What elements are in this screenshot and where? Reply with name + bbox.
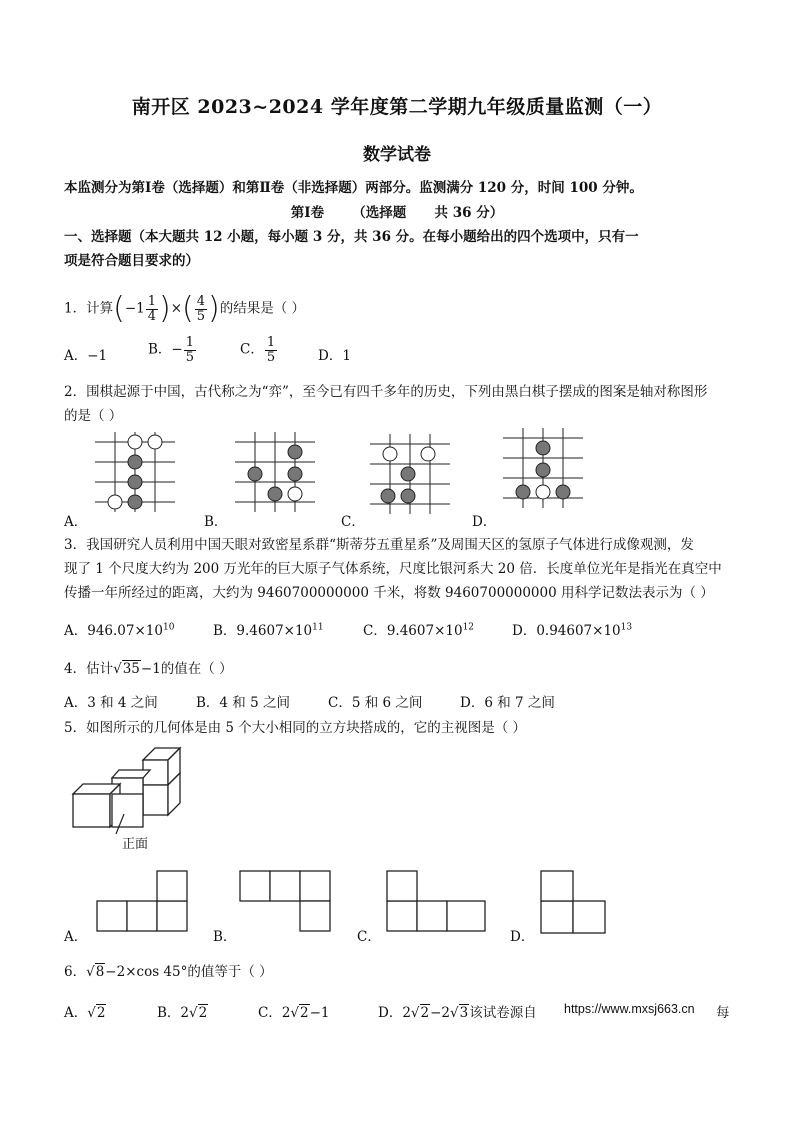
black-stone [128,475,142,489]
q1-frac1-den: 4 [147,308,156,324]
q6-option-b-pre: B．2 [157,1005,190,1021]
q3-option-a [64,619,174,639]
q4-option-b: B．4 和 5 之间 [196,695,290,711]
q2-line1: 2．围棋起源于中国，古代称之为“弈”，至今已有四千多年的历史，下列由黑白棋子摆成的图案是轴对称图形 [64,384,708,400]
q1-paren2-close: ) [208,291,220,326]
black-stone [288,445,302,459]
q1-paren2-open: ( [182,291,194,326]
q1-option-a: A．−1 [64,348,108,364]
black-stone [401,467,415,481]
q1-paren-close: ) [159,291,171,326]
q4-option-d: D．6 和 7 之间 [460,695,555,711]
q5-solid-figure [70,748,270,858]
sqrt-sign: √ [113,661,122,677]
black-stone [556,485,570,499]
q1-prefix: 1．计算 [64,300,114,317]
q5-figure-a [97,871,187,931]
q4-suffix: −1的值在（ ） [140,661,233,677]
q6-option-a-pre: A． [64,1005,88,1021]
exam-subtitle: 数学试卷 [363,145,431,165]
q2-label-d: D． [472,514,497,530]
q4-radicand: 35 [122,661,140,677]
part1-heading: 第Ⅰ卷 （选择题 共 36 分） [290,205,504,221]
q6-option-d-rad: 2 [420,1005,430,1021]
q3-option-b-exp: 11 [312,622,324,633]
q6-radicand: 8 [95,964,105,980]
white-stone [128,435,142,449]
q3-option-b-base: B．9.4607×10 [213,623,313,639]
source-link[interactable]: https://www.mxsj663.cn [564,1002,695,1016]
q1-frac1-num: 1 [147,293,156,309]
white-stone [421,447,435,461]
black-stone [268,487,282,501]
white-stone [108,495,122,509]
white-stone [148,435,162,449]
question-6 [64,960,273,980]
q1-option-c [240,336,278,364]
q6-prefix: 6． [64,964,87,980]
go-board-a [95,432,175,512]
sqrt-sign: √ [410,1005,420,1021]
q6-option-a-rad: 2 [96,1005,106,1021]
trailing-char: 每 [716,1005,730,1021]
q1-whole: −1 [124,300,145,317]
black-stone [401,489,415,503]
q3-line2: 现了 1 个尺度大约为 200 万光年的巨大原子气体系统，尺度比银河系大 20 倍．长度单位光年是指光在真空中 [64,561,722,577]
black-stone [536,463,550,477]
q2-label-a: A． [64,514,88,530]
q3-option-b [213,619,324,639]
q6-option-c-suf: −1 [309,1005,330,1021]
q6-option-d-pre: D．2 [378,1005,411,1021]
q3-option-a-base: A．946.07×10 [64,623,163,639]
q5-label-c: C． [357,929,381,945]
q5-text: 5．如图所示的几何体是由 5 个大小相同的立方块搭成的，它的主视图是（ ） [64,720,527,736]
q1-option-c-num: 1 [266,335,276,350]
q2-line2: 的是（ ） [64,408,123,424]
sqrt-sign: √ [290,1005,300,1021]
q5-label-d: D． [510,929,535,945]
q3-option-d-exp: 13 [620,622,633,633]
black-stone [128,455,142,469]
black-stone [381,489,395,503]
q6-option-d-rad2: 3 [459,1005,469,1021]
q6-option-b-rad: 2 [198,1005,208,1021]
q1-frac1 [146,295,158,323]
question-4 [64,657,233,677]
q6-option-a [64,1001,106,1021]
sqrt-sign: √ [87,1005,96,1021]
q5-front-label: 正面 [122,837,149,852]
black-stone [516,485,530,499]
q1-option-b-den: 5 [185,349,195,365]
q3-option-d [512,619,632,639]
q1-option-b-num: 1 [185,335,195,350]
sqrt-sign: √ [189,1005,198,1021]
q6-option-c-pre: C．2 [258,1005,291,1021]
q1-frac2 [195,295,207,323]
q6-option-d [378,1001,537,1021]
section1-line1: 一、选择题（本大题共 12 小题，每小题 3 分，共 36 分。在每小题给出的四个选项中，只有一 [64,229,639,245]
q3-option-d-base: D．0.94607×10 [512,623,621,639]
go-board-b [235,432,315,512]
q1-option-c-den: 5 [266,349,276,365]
exam-title: 南开区 2023~2024 学年度第二学期九年级质量监测（一） [131,96,663,118]
exam-intro: 本监测分为第Ⅰ卷（选择题）和第Ⅱ卷（非选择题）两部分。监测满分 120 分，时间 100 分钟。 [64,180,643,196]
q4-option-c: C．5 和 6 之间 [328,695,423,711]
q1-frac2-den: 5 [196,308,206,324]
black-stone [128,495,142,509]
q3-line1: 3．我国研究人员利用中国天眼对致密星系群“斯蒂芬五重星系”及周围天区的氢原子气体进行成像观测，发 [64,537,694,553]
sqrt-sign: √ [450,1005,459,1021]
q1-option-c-pre: C． [240,341,264,358]
q1-option-b-pre: B．− [148,341,183,358]
q1-paren-open: ( [113,291,125,326]
q5-option-figures [0,868,794,948]
white-stone [383,447,397,461]
q6-option-c-rad: 2 [300,1005,309,1021]
section1-line2: 项是符合题目要求的） [64,253,199,269]
q6-suffix: −2×cos 45°的值等于（ ） [105,964,273,980]
black-stone [536,441,550,455]
q1-option-d: D．1 [318,348,351,364]
q5-label-a: A． [64,929,88,945]
q3-option-c [363,619,474,639]
watermark-text: 该试卷源自 [469,1005,537,1021]
question-1 [64,291,736,326]
q3-line3: 传播一年所经过的距离，大约为 9460700000000 千米，将数 9460700000000 用科学记数法表示为（ ） [64,585,714,601]
q1-suffix: 的结果是（ ） [219,300,306,317]
white-stone [288,487,302,501]
q4-prefix: 4．估计 [64,661,114,677]
q4-option-a: A．3 和 4 之间 [64,695,158,711]
black-stone [248,467,262,481]
q6-option-b [157,1001,208,1021]
q5-figure-c [387,871,485,931]
q5-figure-d [541,871,605,933]
white-stone [536,485,550,499]
q5-label-b: B． [213,929,237,945]
go-board-c [370,434,450,514]
q1-times: × [170,300,183,317]
q6-option-c [258,1001,330,1021]
q6-option-d-mid: −2 [430,1005,451,1021]
black-stone [288,467,302,481]
q5-figure-b [240,871,330,931]
q3-option-c-base: C．9.4607×10 [363,623,463,639]
q1-frac2-num: 4 [196,293,206,309]
q2-label-c: C． [341,514,365,530]
q1-option-b-frac [184,336,196,364]
q3-option-c-exp: 12 [462,622,475,633]
q1-option-c-frac [265,336,277,364]
q3-option-a-exp: 10 [162,622,175,633]
go-board-d [503,428,583,508]
q2-label-b: B． [204,514,228,530]
sqrt-sign: √ [86,964,95,980]
q2-go-figures [0,428,794,528]
q1-option-b [148,336,197,364]
